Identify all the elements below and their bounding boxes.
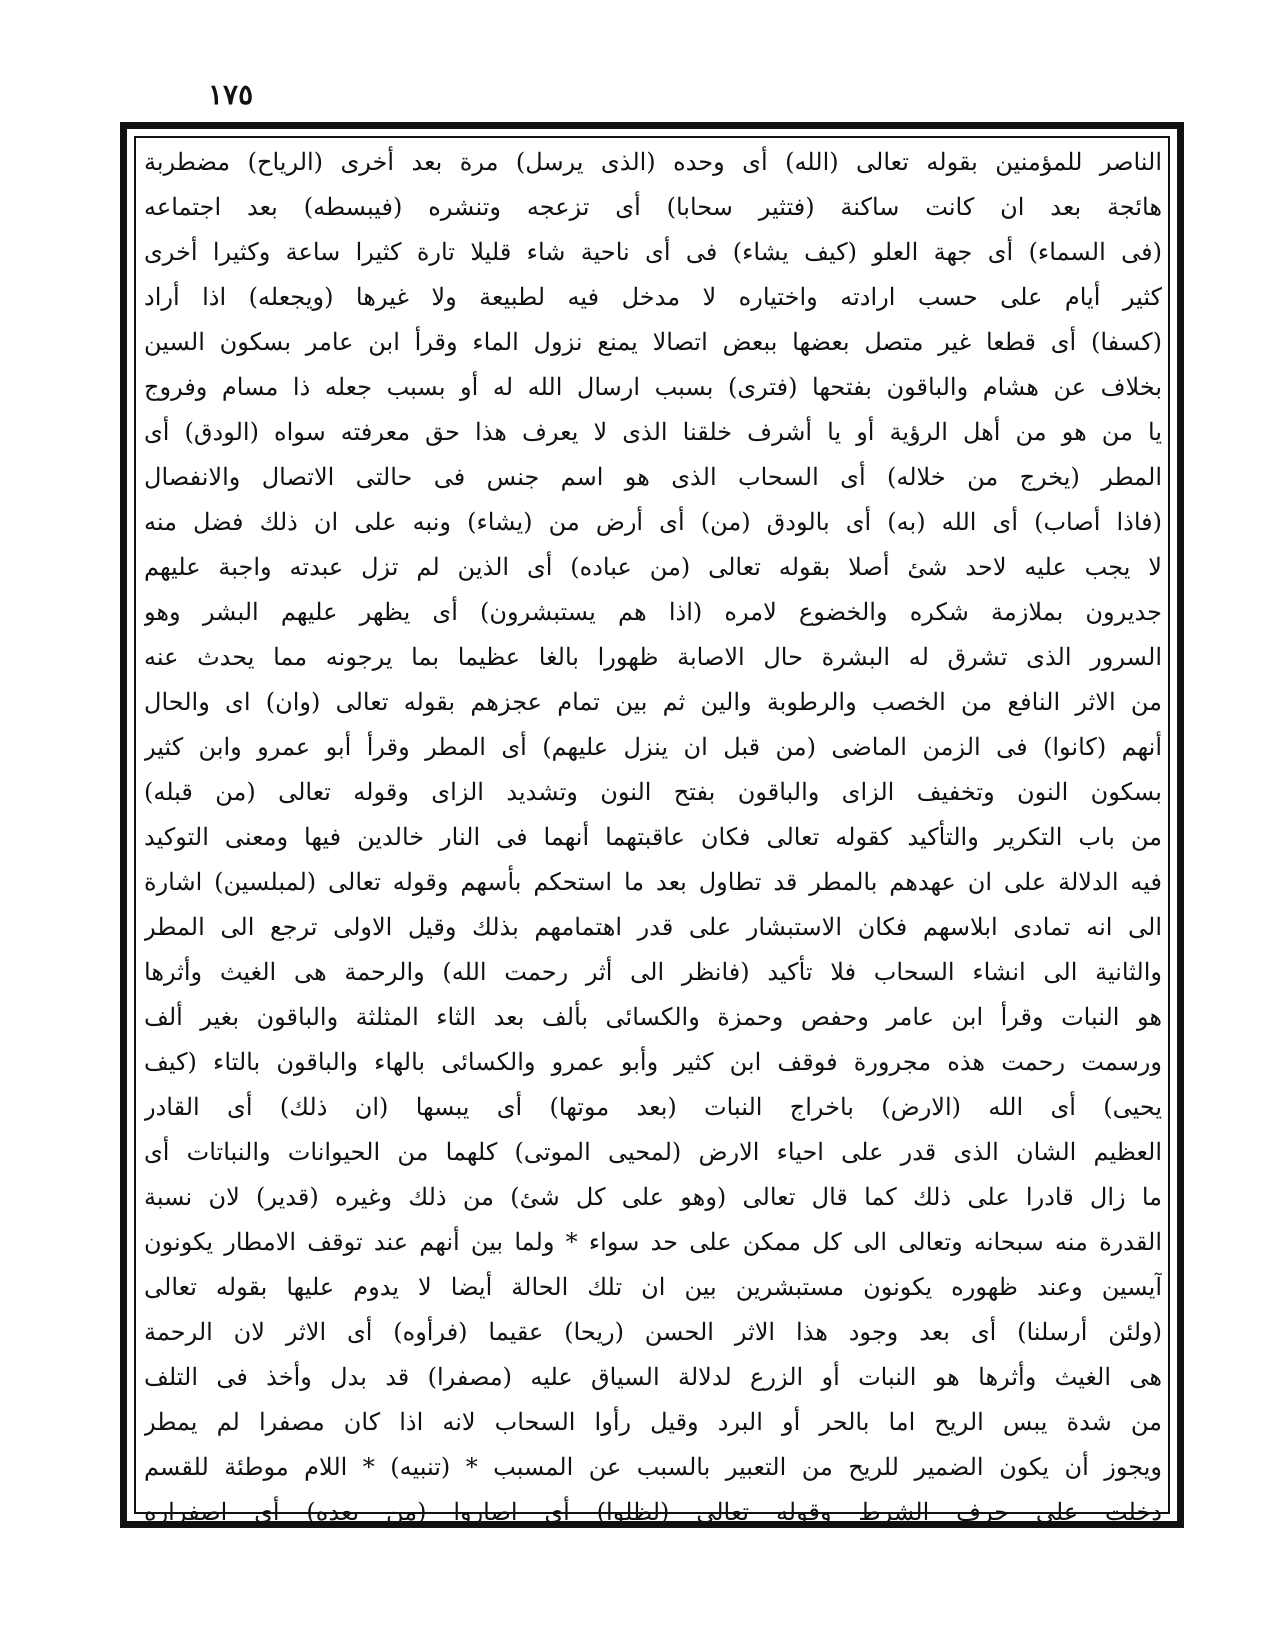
text-line: من باب التكرير والتأكيد كقوله تعالى فكان عاقبتهما أنهما فى النار خالدين فيها ومعنى التوكيد [144, 823, 1162, 851]
text-line: الى انه تمادى ابلاسهم فكان الاستبشار على قدر اهتمامهم بذلك وقيل الاولى ترجع الى المطر [144, 913, 1162, 941]
text-line: أنهم (كانوا) فى الزمن الماضى (من قبل ان ينزل عليهم) أى المطر وقرأ أبو عمرو وابن كثير [144, 733, 1162, 761]
text-line: لا يجب عليه لاحد شئ أصلا بقوله تعالى (من عباده) أى الذين لم تزل عبدته واجبة عليهم [144, 553, 1162, 581]
text-line: بسكون النون وتخفيف الزاى والباقون بفتح النون وتشديد الزاى وقوله تعالى (من قبله) [144, 778, 1162, 806]
text-line: القدرة منه سبحانه وتعالى الى كل ممكن على حد سواء * ولما بين أنهم عند توقف الامطار يكونون [144, 1228, 1162, 1256]
text-line: من شدة يبس الريح اما بالحر أو البرد وقيل رأوا السحاب لانه اذا كان مصفرا لم يمطر [144, 1408, 1162, 1436]
text-line: يا من هو من أهل الرؤية أو يا أشرف خلقنا الذى لا يعرف هذا حق معرفته سواه (الودق) أى [144, 418, 1162, 446]
commentary-text-block [140, 140, 1166, 1526]
text-line: (فى السماء) أى جهة العلو (كيف يشاء) فى أى ناحية شاء قليلا تارة كثيرا ساعة وكثيرا أخرى [144, 238, 1162, 266]
text-line: (كسفا) أى قطعا غير متصل بعضها ببعض اتصالا يمنع نزول الماء وقرأ ابن عامر بسكون السين [144, 328, 1162, 356]
text-line: كثير أيام على حسب ارادته واختياره لا مدخل فيه لطبيعة ولا غيرها (ويجعله) اذا أراد [144, 283, 1162, 311]
text-line: السرور الذى تشرق له البشرة حال الاصابة ظهورا بالغا عظيما بما يرجونه مما يحدث عنه [144, 643, 1162, 671]
text-line: والثانية الى انشاء السحاب فلا تأكيد (فانظر الى أثر رحمت الله) والرحمة هى الغيث وأثرها [144, 958, 1162, 986]
text-line: الناصر للمؤمنين بقوله تعالى (الله) أى وحده (الذى يرسل) مرة بعد أخرى (الرياح) مضطربة [144, 148, 1162, 176]
text-line: دخلت على حرف الشرط وقوله تعالى (لظلوا) أى اصاروا (من بعده) أى اصفراره [144, 1498, 1162, 1526]
text-line: هى الغيث وأثرها هو النبات أو الزرع لدلالة السياق عليه (مصفرا) قد بدل وأخذ فى التلف [144, 1363, 1162, 1391]
text-line: جديرون بملازمة شكره والخضوع لامره (اذا هم يستبشرون) أى يظهر عليهم البشر وهو [144, 598, 1162, 626]
text-line: (فاذا أصاب) أى الله (به) أى بالودق (من) أى أرض من (يشاء) ونبه على ان ذلك فضل منه [144, 508, 1162, 536]
text-line: العظيم الشان الذى قدر على احياء الارض (لمحيى الموتى) كلهما من الحيوانات والنباتات أى [144, 1138, 1162, 1166]
text-line: (ولئن أرسلنا) أى بعد وجود هذا الاثر الحسن (ريحا) عقيما (فرأوه) أى الاثر لان الرحمة [144, 1318, 1162, 1346]
text-line: ورسمت رحمت هذه مجرورة فوقف ابن كثير وأبو عمرو والكسائى بالهاء والباقون بالتاء (كيف [144, 1048, 1162, 1076]
text-line: آيسين وعند ظهوره يكونون مستبشرين بين ان تلك الحالة أيضا لا يدوم عليها بقوله تعالى [144, 1273, 1162, 1301]
text-line: ما زال قادرا على ذلك كما قال تعالى (وهو على كل شئ) من ذلك وغيره (قدير) لان نسبة [144, 1183, 1162, 1211]
text-line: يحيى) أى الله (الارض) باخراج النبات (بعد موتها) أى يبسها (ان ذلك) أى القادر [144, 1093, 1162, 1121]
text-line: هو النبات وقرأ ابن عامر وحفص وحمزة والكسائى بألف بعد الثاء المثلثة والباقون بغير ألف [144, 1003, 1162, 1031]
page-number: ١٧٥ [208, 78, 254, 111]
text-line: المطر (يخرج من خلاله) أى السحاب الذى هو اسم جنس فى حالتى الاتصال والانفصال [144, 463, 1162, 491]
text-line: فيه الدلالة على ان عهدهم بالمطر قد تطاول بعد ما استحكم بأسهم وقوله تعالى (لمبلسين) اشارة [144, 868, 1162, 896]
text-line: من الاثر النافع من الخصب والرطوبة والين ثم بين تمام عجزهم بقوله تعالى (وان) اى والحال [144, 688, 1162, 716]
text-line: بخلاف عن هشام والباقون بفتحها (فترى) بسبب ارسال الله له أو بسبب جعله ذا مسام وفروج [144, 373, 1162, 401]
text-line: هائجة بعد ان كانت ساكنة (فتثير سحابا) أى تزعجه وتنشره (فيبسطه) بعد اجتماعه [144, 193, 1162, 221]
text-line: ويجوز أن يكون الضمير للريح من التعبير بالسبب عن المسبب * (تنبيه) * اللام موطئة للقسم [144, 1453, 1162, 1481]
